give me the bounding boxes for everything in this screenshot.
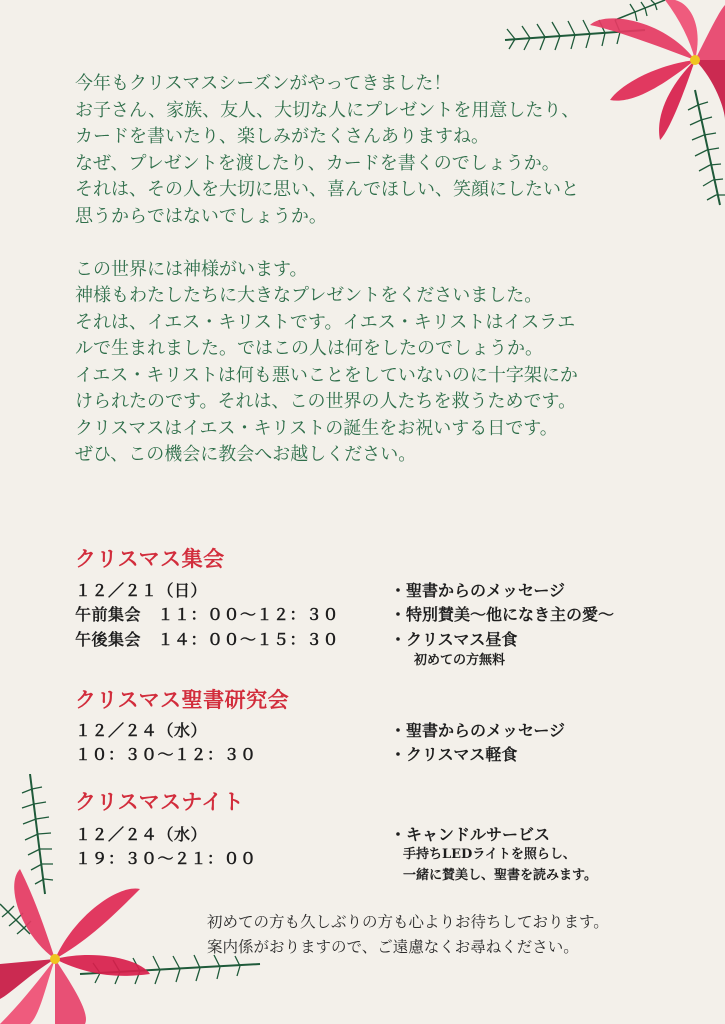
intro-line: けられたのです。それは、この世界の人たちを救うためです。 xyxy=(75,391,577,412)
event-note: 初めての方無料 xyxy=(414,653,506,668)
intro-line: カードを書いたり、楽しみがたくさんありますね。 xyxy=(75,126,489,147)
event-time-afternoon: 午後集会 １４：００〜１５：３０ xyxy=(75,630,340,649)
intro-line: この世界には神様がいます。 xyxy=(75,258,308,280)
intro-line: 神様もわたしたちに大きなプレゼントをくださいました。 xyxy=(75,285,543,306)
intro-line: なぜ、プレゼントを渡したり、カードを書くのでしょうか。 xyxy=(75,152,560,174)
event-program-item: ・聖書からのメッセージ xyxy=(390,581,566,600)
event-date: １２／２１（日） xyxy=(75,581,208,600)
closing-line: 初めての方も久しぶりの方も心よりお待ちしております。 xyxy=(207,913,609,931)
intro-line: それは、その人を大切に思い、喜んでほしい、笑顔にしたいと xyxy=(75,179,579,200)
intro-text xyxy=(75,71,675,469)
closing-text xyxy=(207,910,609,960)
event-program-item: ・特別賛美〜他になき主の愛〜 xyxy=(390,605,615,624)
event-time-morning: 午前集会 １１：００〜１２：３０ xyxy=(75,605,340,624)
closing-line: 案内係がおりますので、ご遠慮なくお尋ねください。 xyxy=(207,938,579,956)
event-note: 手持ちLEDライトを照らし、 xyxy=(403,847,576,862)
intro-line: それは、イエス・キリストです。イエス・キリストはイスラエ xyxy=(75,311,576,333)
event-time: １９：３０〜２１：００ xyxy=(75,849,257,868)
intro-line: クリスマスはイエス・キリストの誕生をお祝いする日です。 xyxy=(75,417,558,439)
event-title-christmas-night: クリスマスナイト xyxy=(75,789,245,814)
event-time: １０：３０〜１２：３０ xyxy=(75,745,257,764)
event-note: 一緒に賛美し、聖書を読みます。 xyxy=(403,868,597,883)
intro-line: 思うからではないでしょうか。 xyxy=(75,205,327,227)
event-title-bible-study: クリスマス聖書研究会 xyxy=(75,687,290,712)
event-date: １２／２４（水） xyxy=(75,825,208,844)
event-title-christmas-gathering: クリスマス集会 xyxy=(75,546,225,571)
intro-line: イエス・キリストは何も悪いことをしていないのに十字架にか xyxy=(75,364,578,386)
event-date: １２／２４（水） xyxy=(75,721,208,740)
event-program-item: ・キャンドルサービス xyxy=(390,825,551,844)
event-program-item: ・聖書からのメッセージ xyxy=(390,721,566,740)
intro-line: ルで生まれました。ではこの人は何をしたのでしょうか。 xyxy=(75,338,543,359)
event-program-item: ・クリスマス軽食 xyxy=(390,745,518,764)
intro-line: お子さん、家族、友人、大切な人にプレゼントを用意したり、 xyxy=(75,99,580,121)
intro-line: ぜひ、この機会に教会へお越しください。 xyxy=(75,444,417,465)
intro-line: 今年もクリスマスシーズンがやってきました！ xyxy=(75,73,452,94)
event-program-item: ・クリスマス昼食 xyxy=(390,630,518,649)
